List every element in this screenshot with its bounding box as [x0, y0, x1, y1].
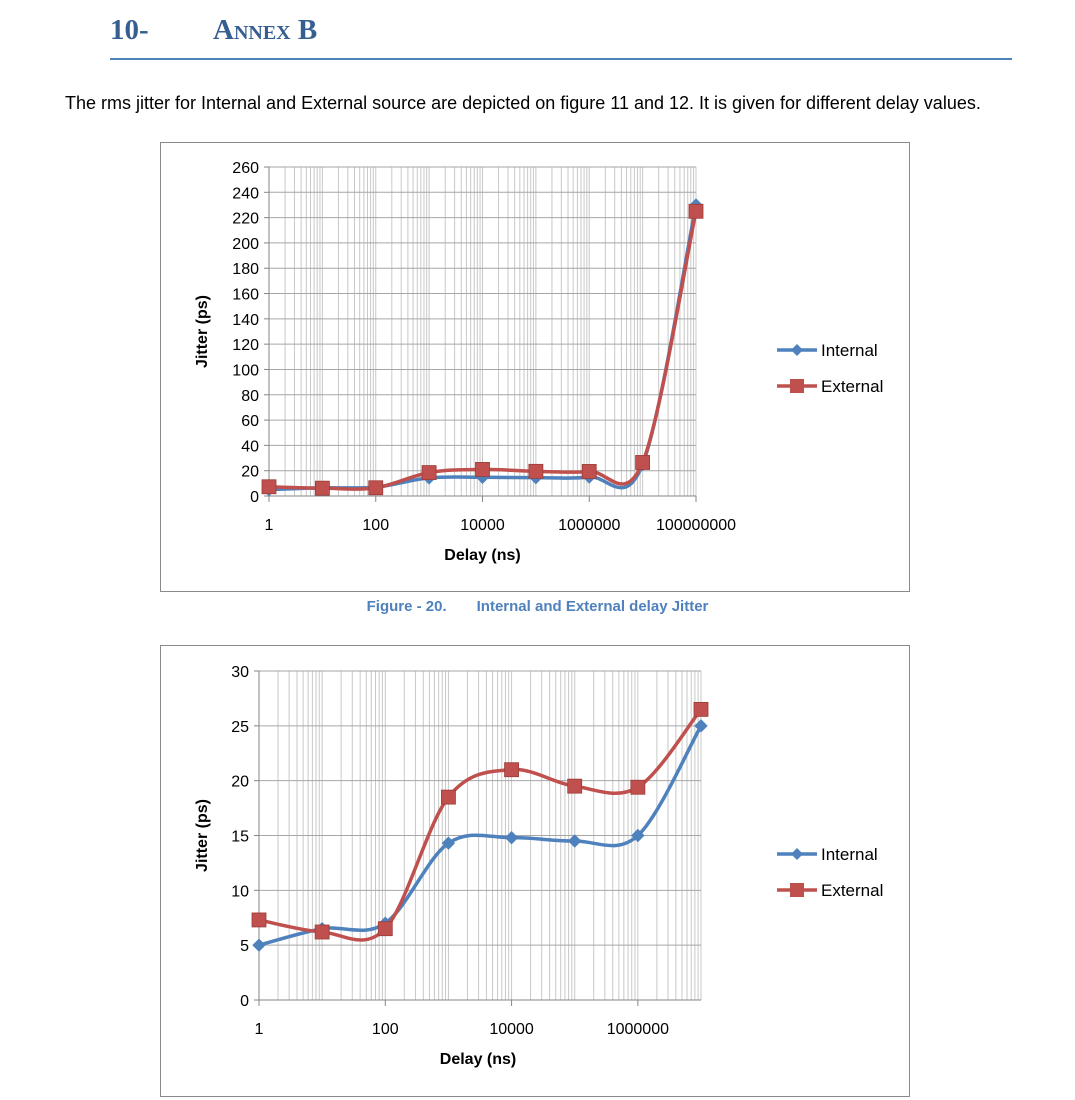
- legend-marker-internal: [791, 344, 803, 356]
- data-point-external: [529, 464, 543, 478]
- y-axis-title: Jitter (ps): [194, 295, 211, 368]
- y-tick-label: 80: [241, 387, 259, 405]
- data-point-external: [689, 204, 703, 218]
- data-point-external: [315, 481, 329, 495]
- data-point-external: [505, 763, 519, 777]
- body-paragraph: The rms jitter for Internal and External source are depicted on figure 11 and 12. It is given for different delay values.: [65, 93, 981, 113]
- chart-frame-2: [160, 645, 910, 1097]
- data-point-external: [568, 779, 582, 793]
- y-tick-label: 0: [250, 489, 259, 506]
- data-point-external: [636, 455, 650, 469]
- x-tick-label: 10000: [489, 1021, 534, 1038]
- legend-marker-external: [790, 379, 804, 393]
- data-point-external: [631, 780, 645, 794]
- section-number: 10-: [110, 14, 149, 46]
- x-axis-title: Delay (ns): [439, 1051, 517, 1068]
- x-tick-label: 1: [254, 1021, 264, 1038]
- legend-label-external: External: [821, 377, 884, 396]
- y-tick-label: 15: [231, 828, 249, 846]
- caption-text: Internal and External delay Jitter: [476, 598, 709, 615]
- data-point-internal: [253, 939, 265, 951]
- y-tick-label: 0: [240, 993, 249, 1010]
- legend-label-internal: Internal: [821, 341, 878, 360]
- caption-label: Figure - 20.: [366, 598, 447, 615]
- data-point-external: [582, 464, 596, 478]
- jitter-chart-zoomed: [161, 646, 909, 1096]
- data-point-external: [252, 913, 266, 927]
- y-tick-label: 240: [232, 185, 259, 203]
- data-point-external: [262, 480, 276, 494]
- data-point-external: [441, 790, 455, 804]
- data-point-external: [369, 481, 383, 495]
- y-tick-label: 160: [232, 286, 259, 304]
- section-heading: [110, 12, 1012, 60]
- data-point-external: [694, 702, 708, 716]
- data-point-external: [378, 922, 392, 936]
- y-tick-label: 30: [231, 664, 249, 681]
- jitter-chart-full-range: [161, 143, 909, 591]
- data-point-internal: [569, 835, 581, 847]
- x-tick-label: 1000000: [558, 517, 621, 534]
- section-title: Annex B: [213, 14, 318, 46]
- chart-frame-1: [160, 142, 910, 592]
- data-point-internal: [506, 832, 518, 844]
- y-tick-label: 120: [232, 337, 259, 355]
- legend-marker-external: [790, 883, 804, 897]
- y-tick-label: 140: [232, 311, 259, 329]
- y-tick-label: 100: [232, 362, 259, 380]
- y-tick-label: 5: [240, 938, 249, 956]
- legend-label-external: External: [821, 881, 884, 900]
- y-tick-label: 60: [241, 413, 259, 431]
- y-tick-label: 260: [232, 160, 259, 177]
- x-tick-label: 100: [371, 1021, 399, 1038]
- data-point-external: [476, 462, 490, 476]
- legend-label-internal: Internal: [821, 845, 878, 864]
- y-axis-title: Jitter (ps): [194, 799, 211, 872]
- figure-caption: [0, 598, 1075, 615]
- y-tick-label: 25: [231, 718, 249, 736]
- data-point-external: [422, 466, 436, 480]
- y-tick-label: 20: [241, 463, 259, 481]
- y-tick-label: 40: [241, 438, 259, 456]
- x-tick-label: 1000000: [606, 1021, 670, 1038]
- y-tick-label: 220: [232, 210, 259, 228]
- legend-marker-internal: [791, 848, 803, 860]
- y-tick-label: 10: [231, 883, 249, 901]
- x-axis-title: Delay (ns): [444, 547, 521, 564]
- y-tick-label: 200: [232, 235, 259, 253]
- y-tick-label: 20: [231, 773, 249, 791]
- x-tick-label: 1: [264, 517, 274, 534]
- y-tick-label: 180: [232, 261, 259, 279]
- x-tick-label: 100000000: [655, 517, 737, 534]
- x-tick-label: 100: [362, 517, 390, 534]
- data-point-external: [315, 925, 329, 939]
- x-tick-label: 10000: [460, 517, 505, 534]
